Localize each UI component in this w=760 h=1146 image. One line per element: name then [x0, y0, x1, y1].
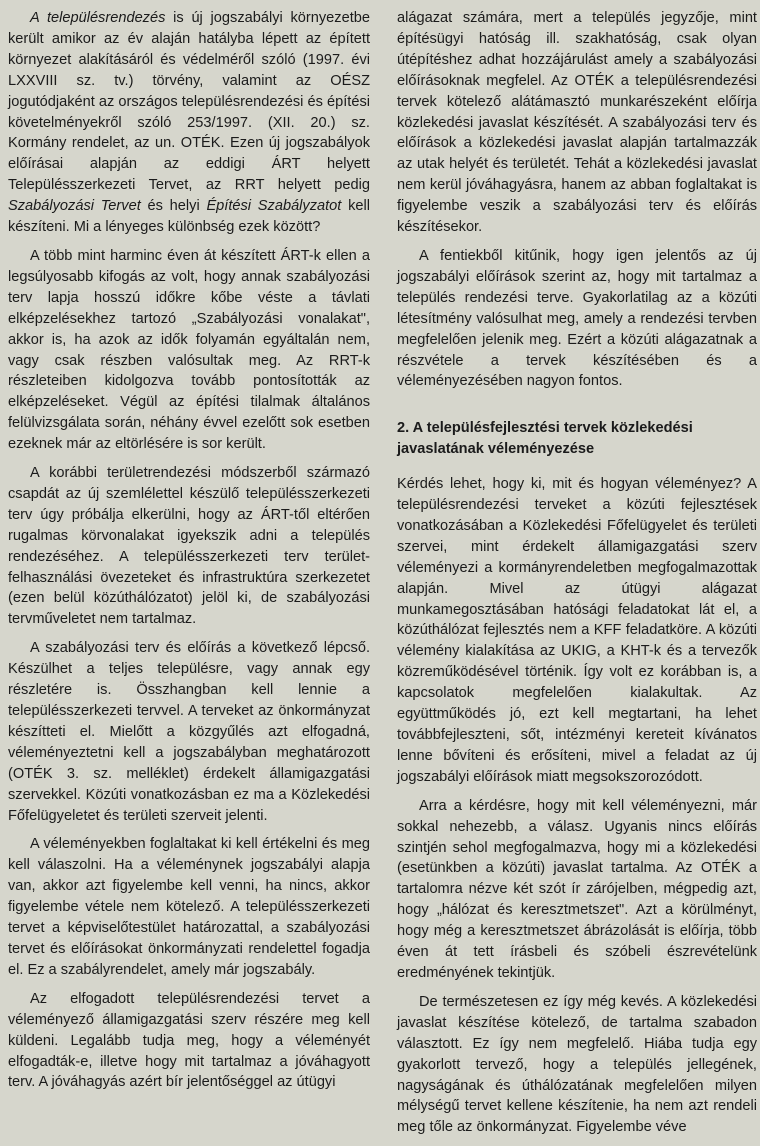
paragraph: A szabályozási terv és előírás a következő lépcső. Készülhet a teljes településre, vagy annak egy részletére is. Összhangban kell lennie a településszerkezeti tervvel. A terveket az önkormányzat készítteti el. Mielőtt a közgyűlés azt elfogadná, véleményeztetni kell a jogszabályban meghatározott (OTÉK 3. sz. melléklet) érdekelt államigazgatási szervekkel. Közúti vonatkozásban ez ma a Közlekedési Főfelügyeletet és területi szerveit jelenti. [8, 640, 370, 824]
emphasis-text: Építési Szabályzatot [206, 198, 342, 215]
body-text: is új jogszabályi környezetbe került amikor az év alaján hatályba lépett az épített környezet alakításáról és védelméről szóló (1997. évi LXXVIII sz. tv.) törvény, valamint az OÉSZ jogutódjaként az országos településrendezési és építési követelményekről szóló 253/1997. (XII. 20.) sz. Kormány rendelet, az un. OTÉK. Ezen új jogszabályok előírásai alapján az eddigi ÁRT helyett Településszerkezeti Tervet, az RRT helyett pedig [8, 10, 370, 194]
body-text: kell készíteni. Mi a lényeges különbség ezek között? [8, 198, 371, 236]
emphasis-text: Szabályozási Tervet [8, 198, 141, 215]
paragraph: De természetesen ez így még kevés. A közlekedési javaslat készítése kötelező, de tartalma szabadon választott. Ez így nem megfelelő. Hiába tudja egy gyakorlott tervező, hogy a település jellegének, nagyságának és úthálózatának megfelelően milyen mélységű tervet kellene készítenie, ha nem azt rendeli meg tőle az önkormányzat. Figyelembe véve [397, 993, 757, 1136]
paragraph: Arra a kérdésre, hogy mit kell véleményezni, már sokkal nehezebb, a válasz. Ugyanis nincs előírás szintjén sehol megfogalmazva, hogy mi a közlekedési (esetünkben a közúti) javaslat tartalma. Az OTÉK a tartalomra nézve két szót ír zárójelben, mégpedig azt, hogy „hálózat és keresztmetszet". Azt a körülményt, hogy még a keresztmetszet ábrázolását is előírja, több éven át tett írásbeli és szóbeli észrevételünk eredményének tekintjük. [397, 797, 757, 981]
paragraph: A korábbi területrendezési módszerből származó csapdát az új szemlélettel készülő településszerkezeti terv úgy próbálja elkerülni, hogy az ÁRT-től eltérően rugalmas körvonalakat igyekszik adni a település rendezéséhez. A településszerkezeti terv terület-felhasználási övezeteket és infrastruktúra szerkezetet (ezen belül közúthálózatot) jelöl ki, de szabályozási tervműveletet nem tartalmaz. [8, 465, 370, 628]
emphasis-text: A településrendezés [30, 10, 166, 26]
body-text: és helyi [140, 198, 207, 215]
paragraph: alágazat számára, mert a település jegyzője, mint építésügyi hatóság ill. szakhatóság, csak olyan útépítéshez adhat hozzájárulást amely a szabályozási előírásoknak megfelel. Az OTÉK a településrendezési tervek kötelező alátámasztó munkarészeként előírja közlekedési javaslat készítését. A szabályozási terv és előírások a közlekedési javaslat alapján tartalmazzák az utak helyét és területét. Tehát a közlekedési javaslat nem kerül jóváhagyásra, hanem az abban foglaltakat is figyelembe veszik a szabályozási terv és előírás készítésekor. [397, 10, 757, 236]
right-column [397, 8, 757, 1146]
section-heading: 2. A településfejlesztési tervek közlekedési javaslatának véleményezése [397, 420, 693, 458]
paragraph: Kérdés lehet, hogy ki, mit és hogyan véleményez? A településrendezési terveket a közúti fejlesztések vonatkozásában a Közlekedési Főfelügyelet és területi szervei, mint érdekelt államigazgatási szerv véleményezi a kormányrendeletben megfogalmazottak alapján. Mivel az útügyi alágazat munkamegosztásában hatósági feladatokat lát el, a közúthálózat fejlesztés nem a KFF feladatköre. A közúti vélemény kialakítása az UKIG, a KHT-k és a tervezők közreműködésével történik. Így volt ez korábban is, a kapcsolatok megfelelően kialakultak. Az együttműködés jó, ezt kell megtartani, ha lehet továbbfejleszteni, sőt, intézményi kereteit kívánatos lenne bővíteni és erősíteni, mivel a feladat az új jogszabályi előírások miatt megsokszorozódott. [397, 476, 757, 785]
paragraph [8, 8, 370, 238]
paragraph: A véleményekben foglaltakat ki kell értékelni és meg kell válaszolni. Ha a véleménynek jogszabályi alapja van, akkor azt figyelembe kell venni, ha nincs, akkor figyelembe vétele nem kötelező. A településszerkezeti tervet a képviselőtestület határozattal, a szabályozási tervet és előírásokat önkormányzati rendelettel fogadja el. Ez a szabályrendelet, amely már jogszabály. [8, 836, 370, 978]
left-column [8, 8, 370, 1101]
paragraph: A több mint harminc éven át készített ÁRT-k ellen a legsúlyosabb kifogás az volt, hogy annak szabályozási terv lapja hosszú időkre kőbe véste a távlati elképzelésekhez tartozó „Szabályozási vonalakat", akkor is, ha azok az idők folyamán egyáltalán nem, vagy csak részben valósultak meg. Az RRT-k részleteiben kidolgozva tovább pontosították az elképzeléseket. Végül az építési tilalmak általános felülvizsgálata során, néhány évvel ezelőtt sok esetben ezeknek már az eltörlésére is sor került. [8, 247, 370, 453]
paragraph: A fentiekből kitűnik, hogy igen jelentős az új jogszabályi előírások szerint az, hogy mit tartalmaz a település rendezési terve. Gyakorlatilag az a közúti létesítmény valósulhat meg, amely a rendezési tervben megfelelően jelenik meg. Ezért a közúti alágazatnak a részvétele a tervek készítésében és a véleményezésében nagyon fontos. [397, 247, 757, 390]
paragraph: Az elfogadott településrendezési tervet a véleményező államigazgatási szerv részére meg kell küldeni. Legalább tudja meg, hogy a véleményét elfogadták-e, illetve hogy mit tartalmaz a jóváhagyott terv. A jóváhagyás azért bír jelentőséggel az útügyi [8, 990, 370, 1091]
